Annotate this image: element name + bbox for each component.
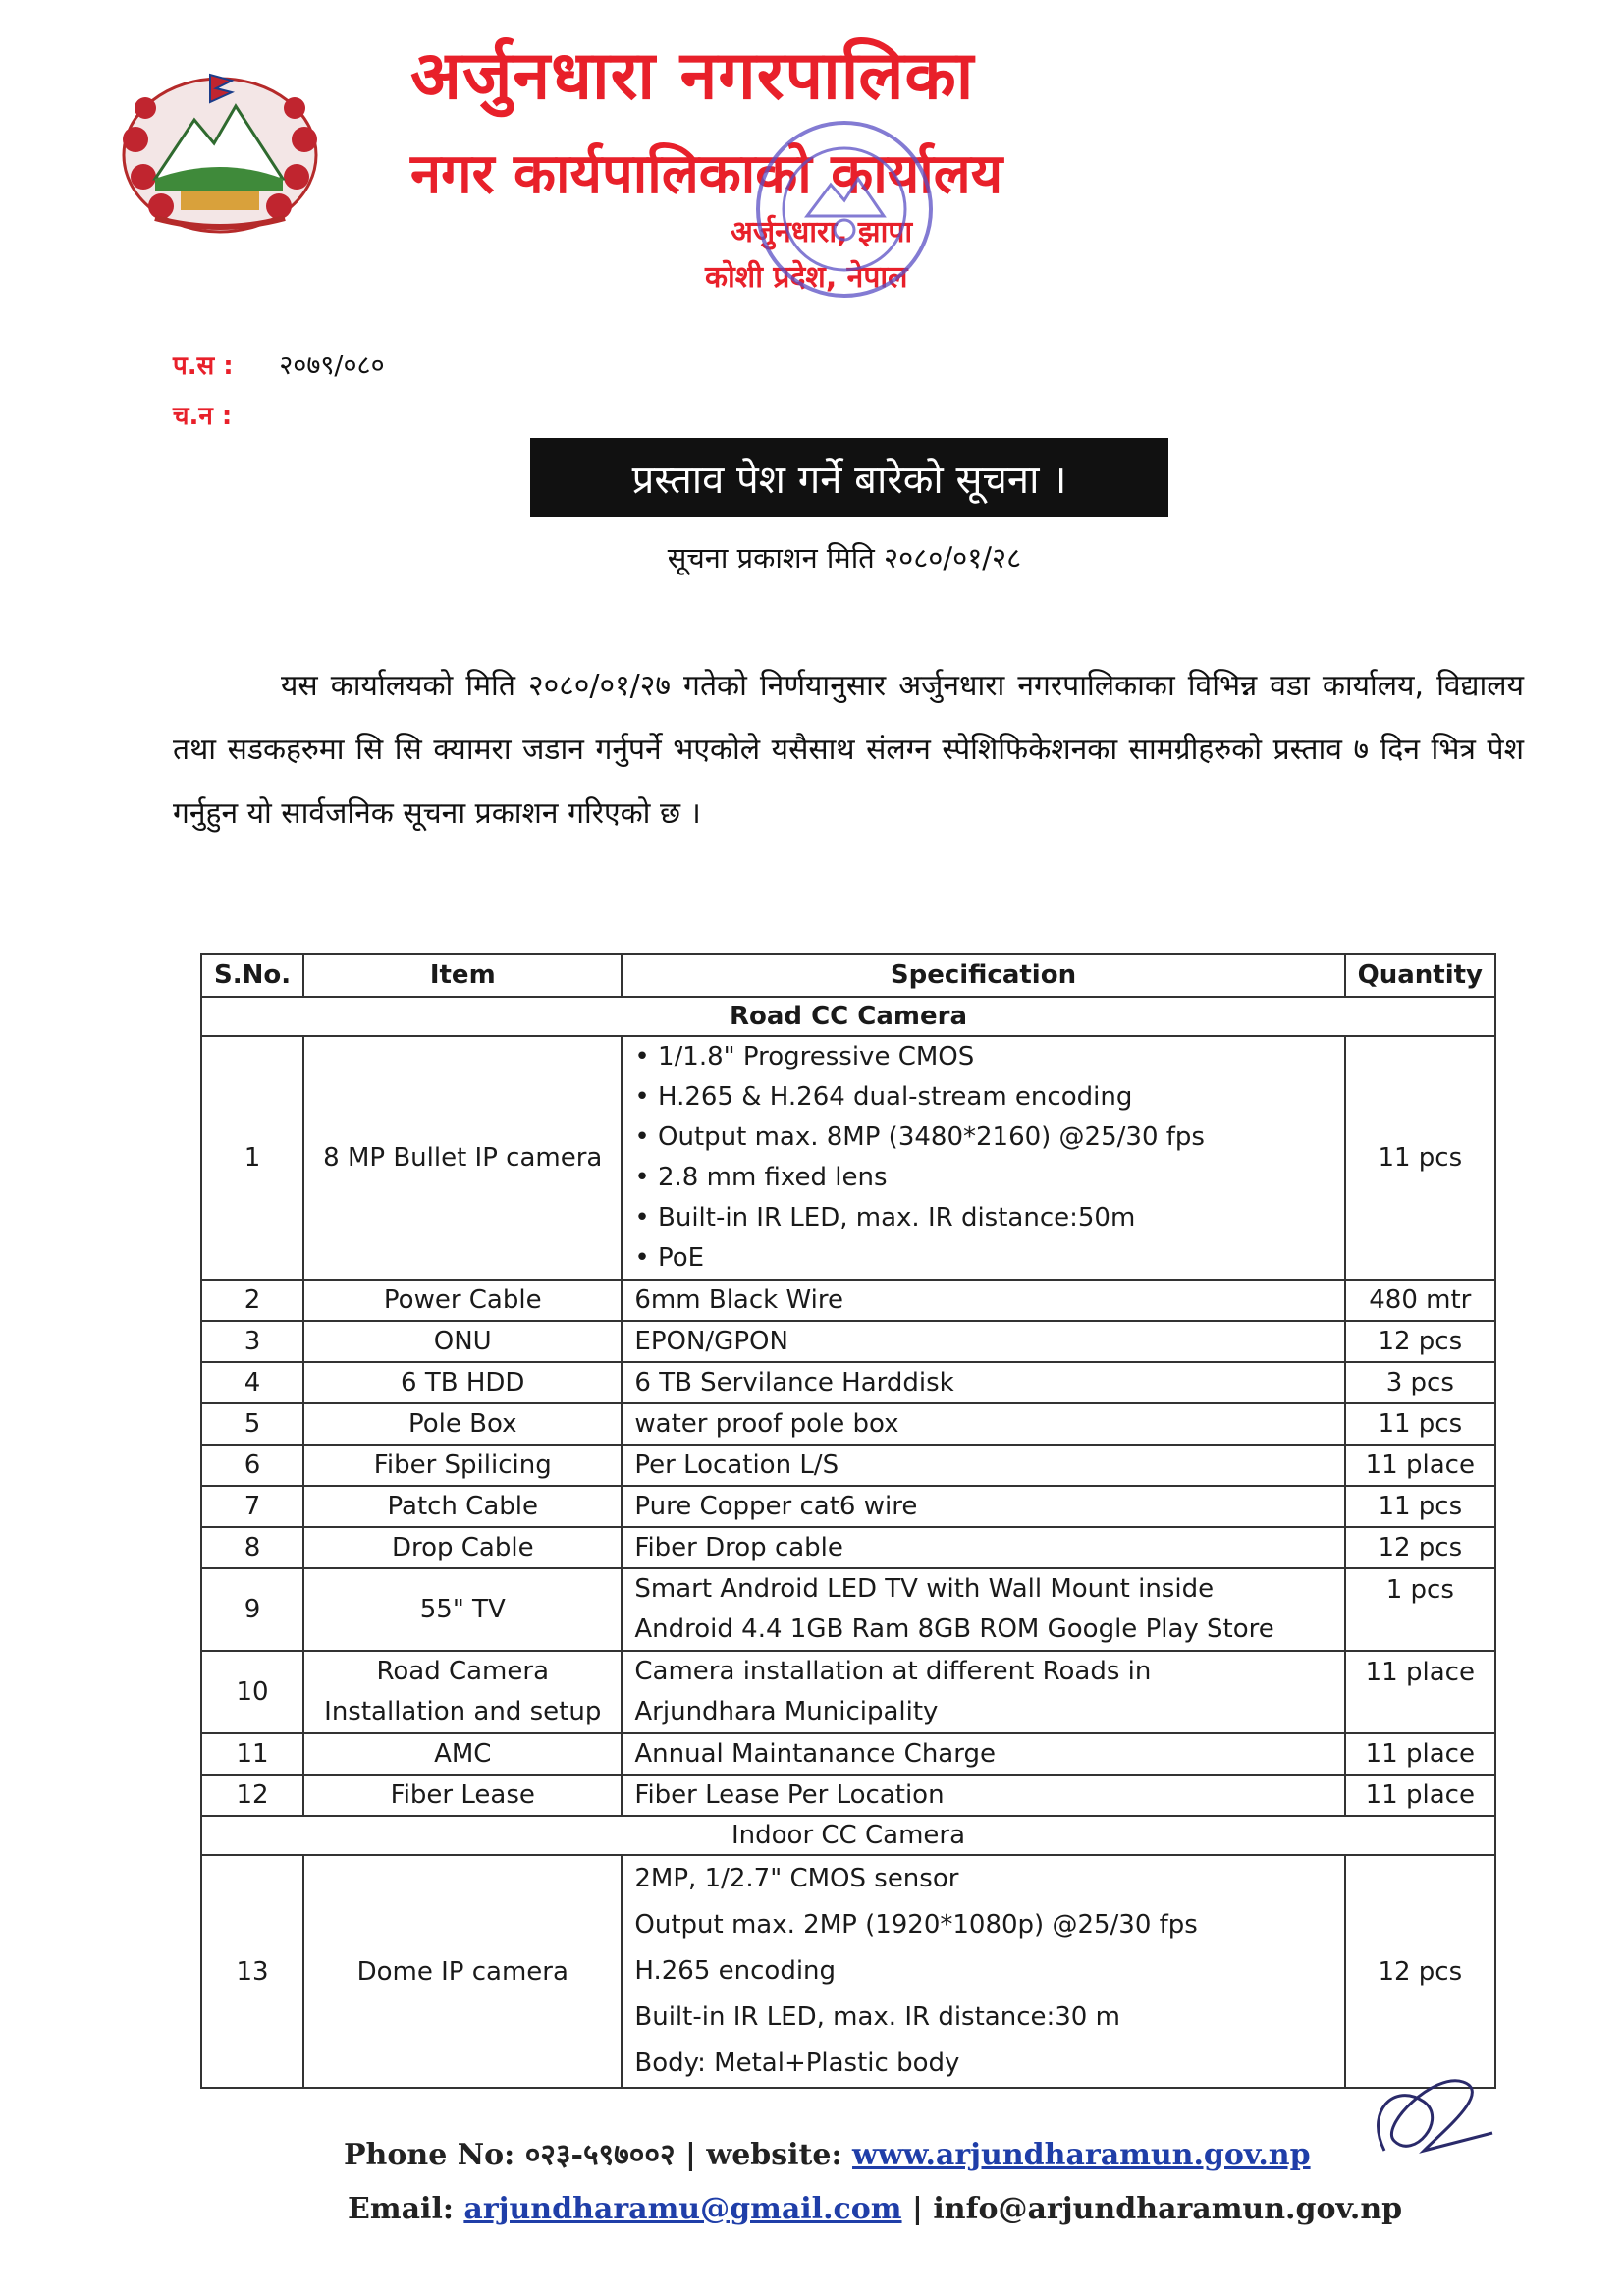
row-qty: 11 pcs (1345, 1486, 1495, 1527)
email-alt: info@arjundharamun.gov.np (933, 2192, 1403, 2226)
row-item: Patch Cable (303, 1486, 622, 1527)
specification-table (200, 953, 1496, 2089)
row-sno: 8 (201, 1527, 303, 1568)
row-sno: 1 (201, 1036, 303, 1280)
table-row (201, 1651, 1495, 1733)
row-sno: 2 (201, 1280, 303, 1321)
row-spec (622, 1036, 1344, 1280)
office-seal-icon (746, 106, 943, 312)
section-row-road (201, 997, 1495, 1036)
item-line: Road Camera (376, 1657, 550, 1686)
row-sno: 4 (201, 1362, 303, 1403)
row-qty: 3 pcs (1345, 1362, 1495, 1403)
publish-date: सूचना प्रकाशन मिति २०८०/०१/२८ (667, 541, 1022, 574)
table-row (201, 1036, 1495, 1280)
row-qty: 12 pcs (1345, 1527, 1495, 1568)
spec-line: • PoE (634, 1238, 1331, 1279)
header-item: Item (303, 954, 622, 997)
row-qty: 11 pcs (1345, 1403, 1495, 1445)
phone-label: Phone No: (344, 2138, 515, 2172)
table-row (201, 1775, 1495, 1816)
footer-contact-line (344, 2133, 1311, 2173)
reference-ps (173, 346, 385, 382)
row-qty: 480 mtr (1345, 1280, 1495, 1321)
row-spec: 6 TB Servilance Harddisk (622, 1362, 1344, 1403)
row-spec: water proof pole box (622, 1403, 1344, 1445)
notice-heading: प्रस्ताव पेश गर्ने बारेको सूचना । (530, 438, 1168, 517)
email-label: Email: (348, 2192, 454, 2226)
row-spec: Fiber Lease Per Location (622, 1775, 1344, 1816)
header-sno: S.No. (201, 954, 303, 997)
separator: | (912, 2192, 923, 2226)
phone-value: ०२३-५९७००२ (524, 2138, 676, 2172)
section-label: Indoor CC Camera (201, 1816, 1495, 1855)
row-spec (622, 1855, 1344, 2088)
table-row (201, 1362, 1495, 1403)
row-sno: 11 (201, 1733, 303, 1775)
row-item: Power Cable (303, 1280, 622, 1321)
row-sno: 6 (201, 1445, 303, 1486)
email-link[interactable]: arjundharamu@gmail.com (463, 2192, 902, 2226)
header-specification: Specification (622, 954, 1344, 997)
item-line: Installation and setup (324, 1697, 602, 1726)
row-spec: 6mm Black Wire (622, 1280, 1344, 1321)
section-label: Road CC Camera (201, 997, 1495, 1036)
row-qty: 11 place (1345, 1445, 1495, 1486)
spec-line: Body: Metal+Plastic body (634, 2049, 960, 2078)
row-sno: 7 (201, 1486, 303, 1527)
spec-line: • Built-in IR LED, max. IR distance:50m (634, 1198, 1331, 1238)
government-emblem-icon (116, 61, 324, 238)
organization-title: अर्जुनधारा नगरपालिका (410, 37, 975, 115)
footer-email-line (348, 2192, 1402, 2226)
row-spec (622, 1651, 1344, 1733)
spec-line: Android 4.4 1GB Ram 8GB ROM Google Play Store (634, 1614, 1274, 1644)
ps-value: २०७९/०८० (279, 351, 385, 381)
row-qty: 11 place (1345, 1775, 1495, 1816)
row-spec (622, 1568, 1344, 1651)
spec-line: • H.265 & H.264 dual-stream encoding (634, 1077, 1331, 1118)
row-spec: Per Location L/S (622, 1445, 1344, 1486)
table-row (201, 1445, 1495, 1486)
spec-line: Built-in IR LED, max. IR distance:30 m (634, 2002, 1120, 2032)
reference-cn (173, 397, 271, 432)
table-row (201, 1855, 1495, 2088)
row-item: AMC (303, 1733, 622, 1775)
row-item: 8 MP Bullet IP camera (303, 1036, 622, 1280)
table-row (201, 1568, 1495, 1651)
header-quantity: Quantity (1345, 954, 1495, 997)
table-row (201, 1321, 1495, 1362)
spec-line: 2MP, 1/2.7" CMOS sensor (634, 1864, 959, 1893)
row-sno: 9 (201, 1568, 303, 1651)
row-item: ONU (303, 1321, 622, 1362)
table-row (201, 1280, 1495, 1321)
separator: | (685, 2138, 696, 2172)
row-sno: 5 (201, 1403, 303, 1445)
row-sno: 10 (201, 1651, 303, 1733)
spec-line: Arjundhara Municipality (634, 1697, 939, 1726)
row-qty: 12 pcs (1345, 1855, 1495, 2088)
row-qty: 12 pcs (1345, 1321, 1495, 1362)
spec-line: Camera installation at different Roads in (634, 1657, 1152, 1686)
row-sno: 13 (201, 1855, 303, 2088)
row-sno: 3 (201, 1321, 303, 1362)
row-qty: 1 pcs (1345, 1568, 1495, 1651)
row-qty: 11 pcs (1345, 1036, 1495, 1280)
row-spec: Pure Copper cat6 wire (622, 1486, 1344, 1527)
notice-body: यस कार्यालयको मिति २०८०/०१/२७ गतेको निर्णयानुसार अर्जुनधारा नगरपालिकाका विभिन्न वडा कार्यालय, विद्यालय तथा सडकहरुमा सि सि क्यामरा जडान गर्नुपर्ने भएकोले यसैसाथ संलग्न स्पेशिफिकेशनका सामग्रीहरुको प्रस्ताव ७ दिन भित्र पेश गर्नुहुन यो सार्वजनिक सूचना प्रकाशन गरिएको छ । (173, 669, 1524, 831)
spec-line: H.265 encoding (634, 1956, 837, 1986)
row-qty: 11 place (1345, 1733, 1495, 1775)
table-row (201, 1733, 1495, 1775)
spec-line: • Output max. 8MP (3480*2160) @25/30 fps (634, 1118, 1331, 1158)
row-item: Fiber Lease (303, 1775, 622, 1816)
table-row (201, 1527, 1495, 1568)
spec-line: • 1/1.8" Progressive CMOS (634, 1037, 1331, 1077)
row-item: Pole Box (303, 1403, 622, 1445)
row-item: 55" TV (303, 1568, 622, 1651)
row-item: Fiber Spilicing (303, 1445, 622, 1486)
row-item: Drop Cable (303, 1527, 622, 1568)
table-row (201, 1403, 1495, 1445)
website-link[interactable]: www.arjundharamun.gov.np (852, 2138, 1311, 2172)
row-spec: Fiber Drop cable (622, 1527, 1344, 1568)
row-qty: 11 place (1345, 1651, 1495, 1733)
organization-subtitle: नगर कार्यपालिकाको कार्यालय (410, 142, 1003, 206)
row-sno: 12 (201, 1775, 303, 1816)
spec-line: Smart Android LED TV with Wall Mount inside (634, 1574, 1215, 1604)
spec-line: Output max. 2MP (1920*1080p) @25/30 fps (634, 1910, 1198, 1940)
signature-icon (1355, 2043, 1502, 2190)
organization-address-line1: अर्जुनधारा, झापा (731, 215, 913, 249)
spec-line: • 2.8 mm fixed lens (634, 1158, 1331, 1198)
row-spec: EPON/GPON (622, 1321, 1344, 1362)
ps-label: प.स : (173, 352, 234, 381)
table-header-row (201, 954, 1495, 997)
cn-label: च.न : (173, 402, 233, 431)
organization-address-line2: कोशी प्रदेश, नेपाल (705, 260, 908, 295)
row-item: Dome IP camera (303, 1855, 622, 2088)
section-row-indoor (201, 1816, 1495, 1855)
row-spec: Annual Maintanance Charge (622, 1733, 1344, 1775)
table-row (201, 1486, 1495, 1527)
row-item (303, 1651, 622, 1733)
website-label: website: (706, 2138, 842, 2172)
row-item: 6 TB HDD (303, 1362, 622, 1403)
